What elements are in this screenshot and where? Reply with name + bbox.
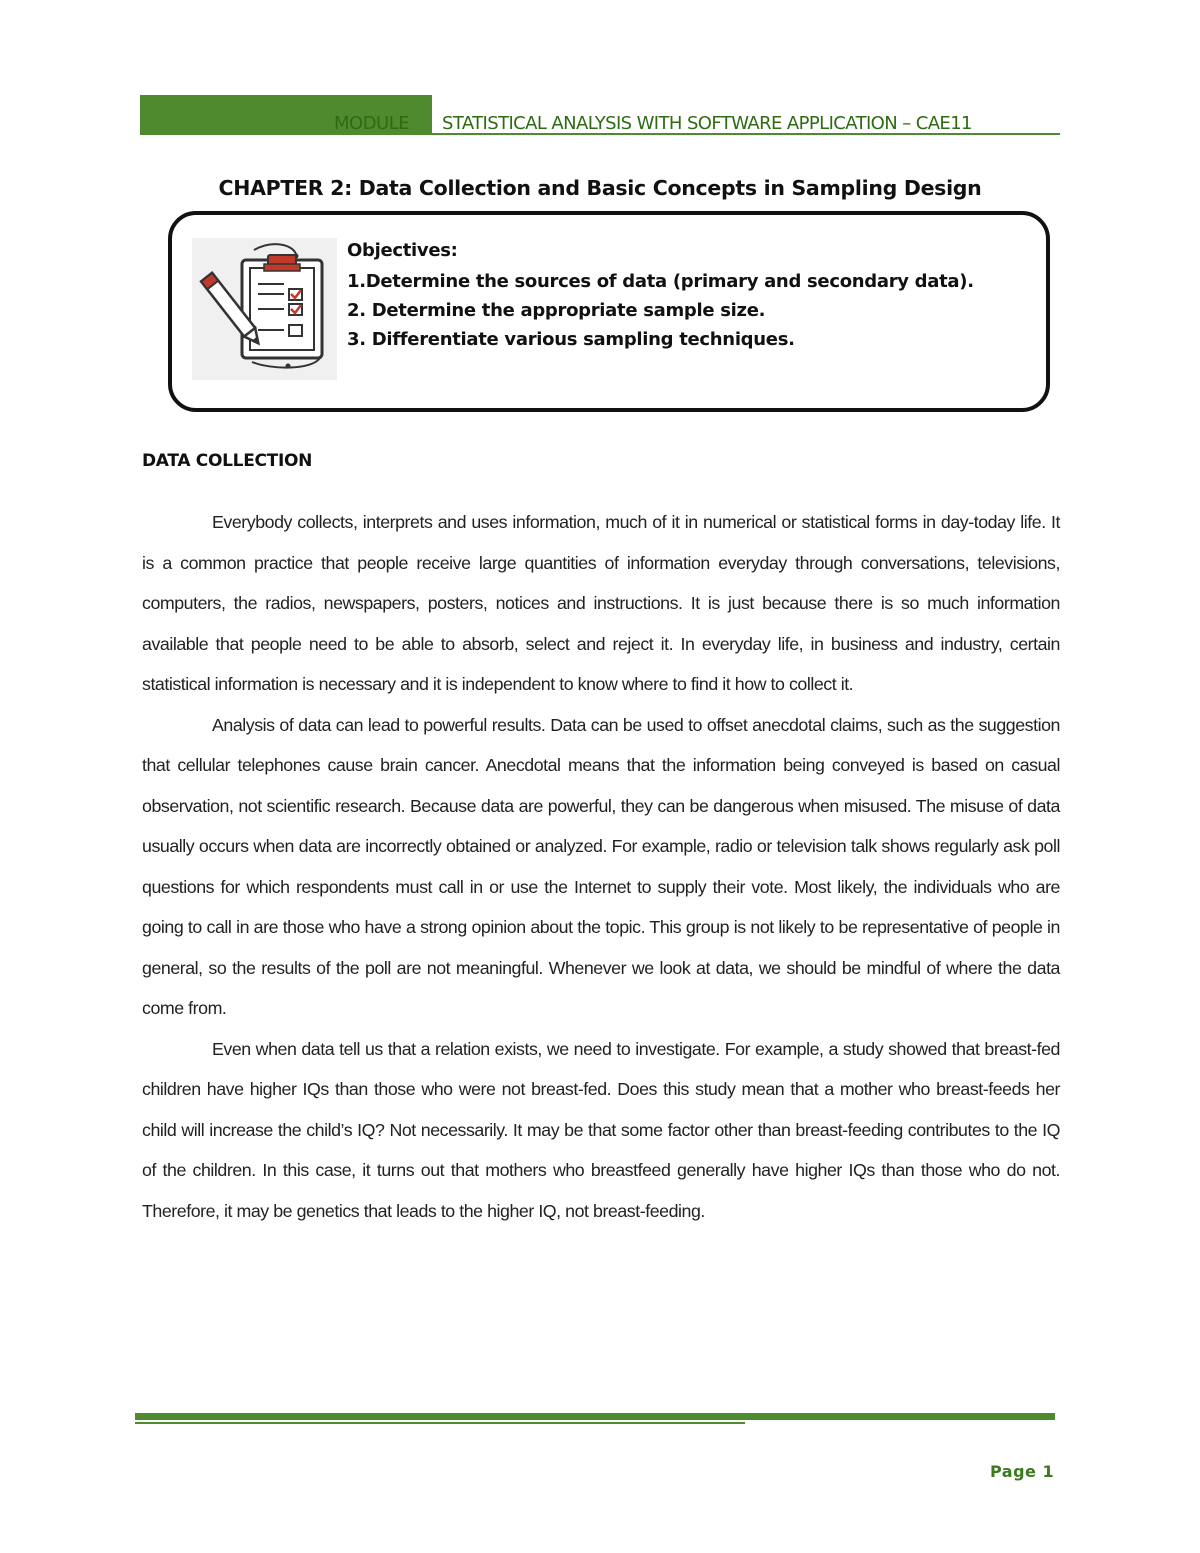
objective-item: 3. Differentiate various sampling techniques. [347, 329, 795, 350]
body-paragraph: Analysis of data can lead to powerful results. Data can be used to offset anecdotal claims, such as the suggestion that cellular telephones cause brain cancer. Anecdotal means that the information being conveyed is based on casual observation, not scientific research. Because data are powerful, they can be dangerous when misused. The misuse of data usually occurs when data are incorrectly obtained or analyzed. For example, radio or television talk shows regularly ask poll questions for which respondents must call in or use the Internet to supply their vote. Most likely, the individuals who are going to call in are those who have a strong opinion about the topic. This group is not likely to be representative of people in general, so the results of the poll are not meaningful. Whenever we look at data, we should be mindful of where the data come from. [142, 714, 1060, 1018]
chapter-title: CHAPTER 2: Data Collection and Basic Concepts in Sampling Design [218, 176, 982, 200]
header-module-label: MODULE [334, 113, 410, 134]
body-text [142, 502, 1060, 1231]
body-paragraph: Everybody collects, interprets and uses information, much of it in numerical or statistical forms in day-today life. It is a common practice that people receive large quantities of information everyday through conversations, televisions, computers, the radios, newspapers, posters, notices and instructions. It is just because there is so much information available that people need to be able to absorb, select and reject it. In everyday life, in business and industry, certain statistical information is necessary and it is independent to know where to find it how to collect it. [142, 512, 1060, 694]
clipboard-checklist-icon [192, 238, 337, 380]
footer-green-line [135, 1413, 1055, 1420]
section-heading: DATA COLLECTION [142, 451, 313, 471]
objective-item: 2. Determine the appropriate sample size. [347, 300, 766, 321]
objectives-heading: Objectives: [347, 240, 458, 261]
header-course-title: STATISTICAL ANALYSIS WITH SOFTWARE APPLICATION – CAE11 [442, 113, 972, 134]
footer-thin-line [135, 1422, 745, 1424]
page-number: Page 1 [990, 1462, 1055, 1481]
objective-item: 1.Determine the sources of data (primary and secondary data). [347, 271, 974, 292]
body-paragraph: Even when data tell us that a relation exists, we need to investigate. For example, a study showed that breast-fed children have higher IQs than those who were not breast-fed. Does this study mean that a mother who breast-feeds her child will increase the child’s IQ? Not necessarily. It may be that some factor other than breast-feeding contributes to the IQ of the children. In this case, it turns out that mothers who breastfeed generally have higher IQs than those who do not. Therefore, it may be genetics that leads to the higher IQ, not breast-feeding. [142, 1038, 1060, 1221]
